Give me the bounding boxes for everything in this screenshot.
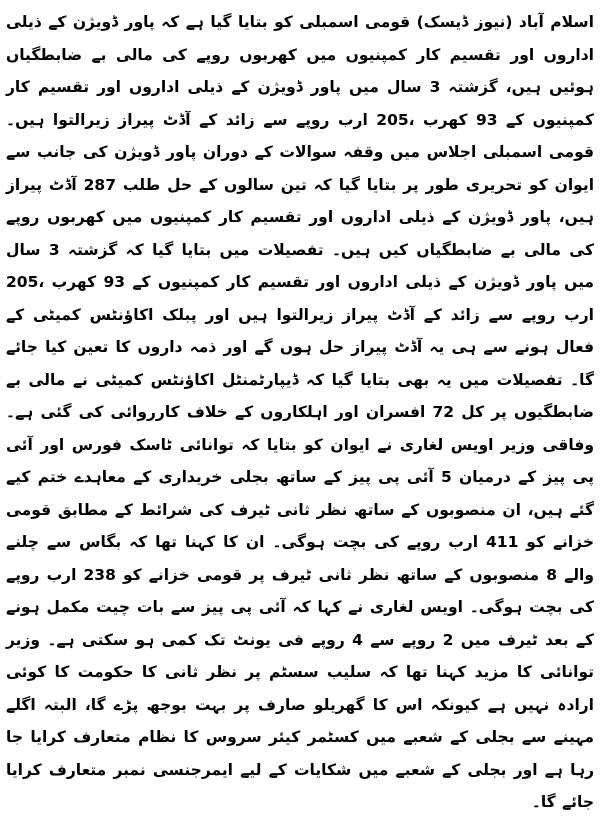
article-body-text: اسلام آباد (نیوز ڈیسک) قومی اسمبلی کو بتایا گیا ہے کہ پاور ڈویژن کے ذیلی اداروں اور تقسیم کار کمپنیوں میں کھربوں روپے کی مالی بے ضابطگیاں ہوئیں ہیں، گزشتہ 3 سال میں پاور ڈویژن کے ذیلی اداروں اور تقسیم کار کمپنیوں کے 93 کھرب ،205 ارب روپے سے زائد کے آڈٹ پیراز زیرالتوا ہیں۔ قومی اسمبلی اجلاس میں وقفہ سوالات کے دوران پاور ڈویژن کی جانب سے ایوان کو تحریری طور پر بتایا گیا کہ تین سالوں کے حل طلب 287 آڈٹ پیراز ہیں، پاور ڈویژن کے ذیلی اداروں اور تقسیم کار کمپنیوں میں کھربوں روپے کی مالی بے ضابطگیاں کیں ہیں۔ تفصیلات میں بتایا گیا کہ گزشتہ 3 سال میں پاور ڈویژن کے ذیلی اداروں اور تقسیم کار کمپنیوں کے 93 کھرب ،205 ارب روپے سے زائد کے آڈٹ پیراز زیرالتوا ہیں اور پبلک اکاؤنٹس کمیٹی کے فعال ہونے سے ہی یہ آڈٹ پیراز حل ہوں گے اور ذمہ داروں کا تعین کیا جائے گا۔ تفصیلات میں یہ بھی بتایا گیا کہ ڈیپارٹمنٹل اکاؤنٹس کمیٹی نے مالی بے ضابطگیوں پر کل 72 افسران اور اہلکاروں کے خلاف کارروائی کی گئی ہے۔ وفاقی وزیر اویس لغاری نے ایوان کو بتایا کہ توانائی ٹاسک فورس اور آئی پی پیز کے درمیان 5 آئی پی پیز کے ساتھ بجلی خریداری کے معاہدے ختم کیے گئے ہیں، ان منصوبوں کے ساتھ نظر ثانی ٹیرف کی شرائط کے مطابق قومی خزانے کو 411 ارب روپے کی بچت ہوگی۔ ان کا کہنا تھا کہ بگاس سے چلنے والے 8 منصوبوں کے ساتھ نظر ثانی ٹیرف پر قومی خزانے کو 238 ارب روپے کی بچت ہوگی۔ اویس لغاری نے کہا کہ آئی پی پیز سے بات چیت مکمل ہونے کے بعد ٹیرف میں 2 روپے سے 4 روپے فی یونٹ تک کمی ہو سکتی ہے۔ وزیر توانائی کا مزید کہنا تھا کہ سلیب سسٹم پر نظر ثانی کا حکومت کا کوئی ارادہ نہیں ہے کیونکہ اس کا گھریلو صارف پر بہت بوجھ پڑے گا، البتہ اگلے مہینے سے بجلی کے شعبے میں کسٹمر کیئر سروس کا نظام متعارف کرایا جا رہا ہے اور بجلی کے شعبے میں شکایات کے لیے ایمرجنسی نمبر متعارف کرایا جائے گا۔ <box>6 13 595 811</box>
